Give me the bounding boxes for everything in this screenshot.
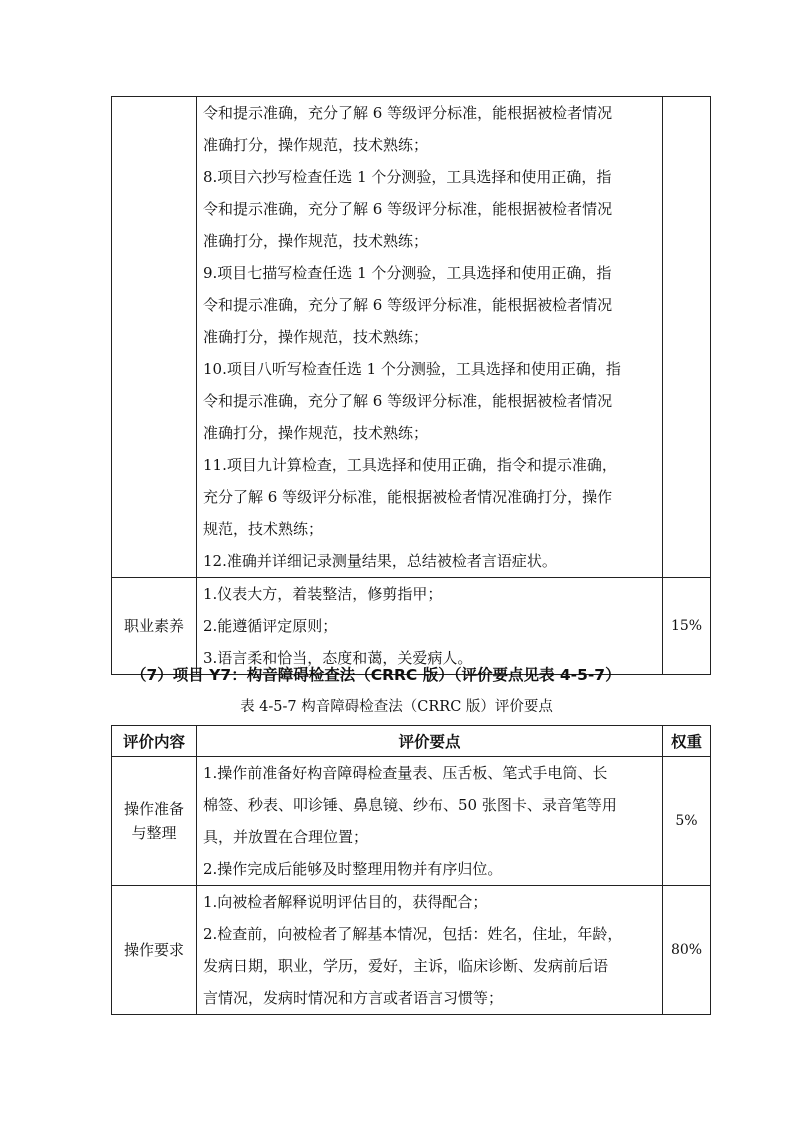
point-line: 2.能遵循评定原则； <box>203 617 338 635</box>
weight-cell: 15% <box>663 578 711 675</box>
evaluation-table <box>111 725 711 1015</box>
point-line: 规范，技术熟练； <box>203 520 324 538</box>
header-content: 评价内容 <box>112 726 197 757</box>
point-line: 11.项目九计算检查，工具选择和使用正确，指令和提示准确， <box>203 456 617 474</box>
point-line: 9.项目七描写检查任选 1 个分测验，工具选择和使用正确，指 <box>203 264 612 282</box>
table-row <box>112 97 711 578</box>
content-label-cell <box>112 97 197 578</box>
table-row <box>112 578 711 675</box>
point-line: 令和提示准确，充分了解 6 等级评分标准，能根据被检者情况 <box>203 200 613 218</box>
point-line: 1.仪表大方，着装整洁，修剪指甲； <box>203 585 443 603</box>
point-line: 具，并放置在合理位置； <box>203 828 369 846</box>
point-line: 1.向被检者解释说明评估目的，获得配合； <box>203 893 488 911</box>
evaluation-table-continued <box>111 96 711 675</box>
point-line: 3.语言柔和恰当，态度和蔼，关爱病人。 <box>203 649 473 667</box>
point-line: 充分了解 6 等级评分标准，能根据被检者情况准确打分，操作 <box>203 488 613 506</box>
point-line: 12.准确并详细记录测量结果，总结被检者言语症状。 <box>203 552 557 570</box>
section-heading: （7）项目 Y7：构音障碍检查法（CRRC 版）（评价要点见表 4-5-7） <box>131 666 621 684</box>
point-line: 言情况，发病时情况和方言或者语言习惯等； <box>203 989 504 1007</box>
point-line: 准确打分，操作规范，技术熟练； <box>203 232 429 250</box>
professional-quality-label: 职业素养 <box>112 578 197 675</box>
prep-label-cell <box>112 757 197 886</box>
point-line: 10.项目八听写检查任选 1 个分测验，工具选择和使用正确，指 <box>203 360 621 378</box>
table-header-row <box>112 726 711 757</box>
header-points: 评价要点 <box>197 726 663 757</box>
header-weight: 权重 <box>663 726 711 757</box>
weight-cell: 80% <box>663 886 711 1015</box>
point-line: 棉签、秒表、叩诊锤、鼻息镜、纱布、50 张图卡、录音笔等用 <box>203 796 617 814</box>
table-caption: 表 4-5-7 构音障碍检查法（CRRC 版）评价要点 <box>240 699 553 715</box>
point-line: 2.检查前，向被检者了解基本情况，包括：姓名，住址，年龄， <box>203 925 623 943</box>
point-line: 令和提示准确，充分了解 6 等级评分标准，能根据被检者情况 <box>203 296 613 314</box>
evaluation-points-cell <box>197 97 663 578</box>
point-line: 发病日期，职业，学历，爱好，主诉，临床诊断、发病前后语 <box>203 957 609 975</box>
point-line: 令和提示准确，充分了解 6 等级评分标准，能根据被检者情况 <box>203 104 613 122</box>
evaluation-points-cell <box>197 757 663 886</box>
table-row <box>112 757 711 886</box>
table-row <box>112 886 711 1015</box>
point-line: 2.操作完成后能够及时整理用物并有序归位。 <box>203 860 503 878</box>
point-line: 准确打分，操作规范，技术熟练； <box>203 136 429 154</box>
point-line: 1.操作前准备好构音障碍检查量表、压舌板、笔式手电筒、长 <box>203 764 608 782</box>
weight-cell: 5% <box>663 757 711 886</box>
evaluation-points-cell <box>197 886 663 1015</box>
requirements-label: 操作要求 <box>112 886 197 1015</box>
prep-label-line: 与整理 <box>131 824 177 842</box>
point-line: 令和提示准确，充分了解 6 等级评分标准，能根据被检者情况 <box>203 392 613 410</box>
point-line: 准确打分，操作规范，技术熟练； <box>203 328 429 346</box>
point-line: 8.项目六抄写检查任选 1 个分测验，工具选择和使用正确，指 <box>203 168 612 186</box>
prep-label-line: 操作准备 <box>123 800 184 818</box>
evaluation-points-cell <box>197 578 663 675</box>
point-line: 准确打分，操作规范，技术熟练； <box>203 424 429 442</box>
weight-cell <box>663 97 711 578</box>
